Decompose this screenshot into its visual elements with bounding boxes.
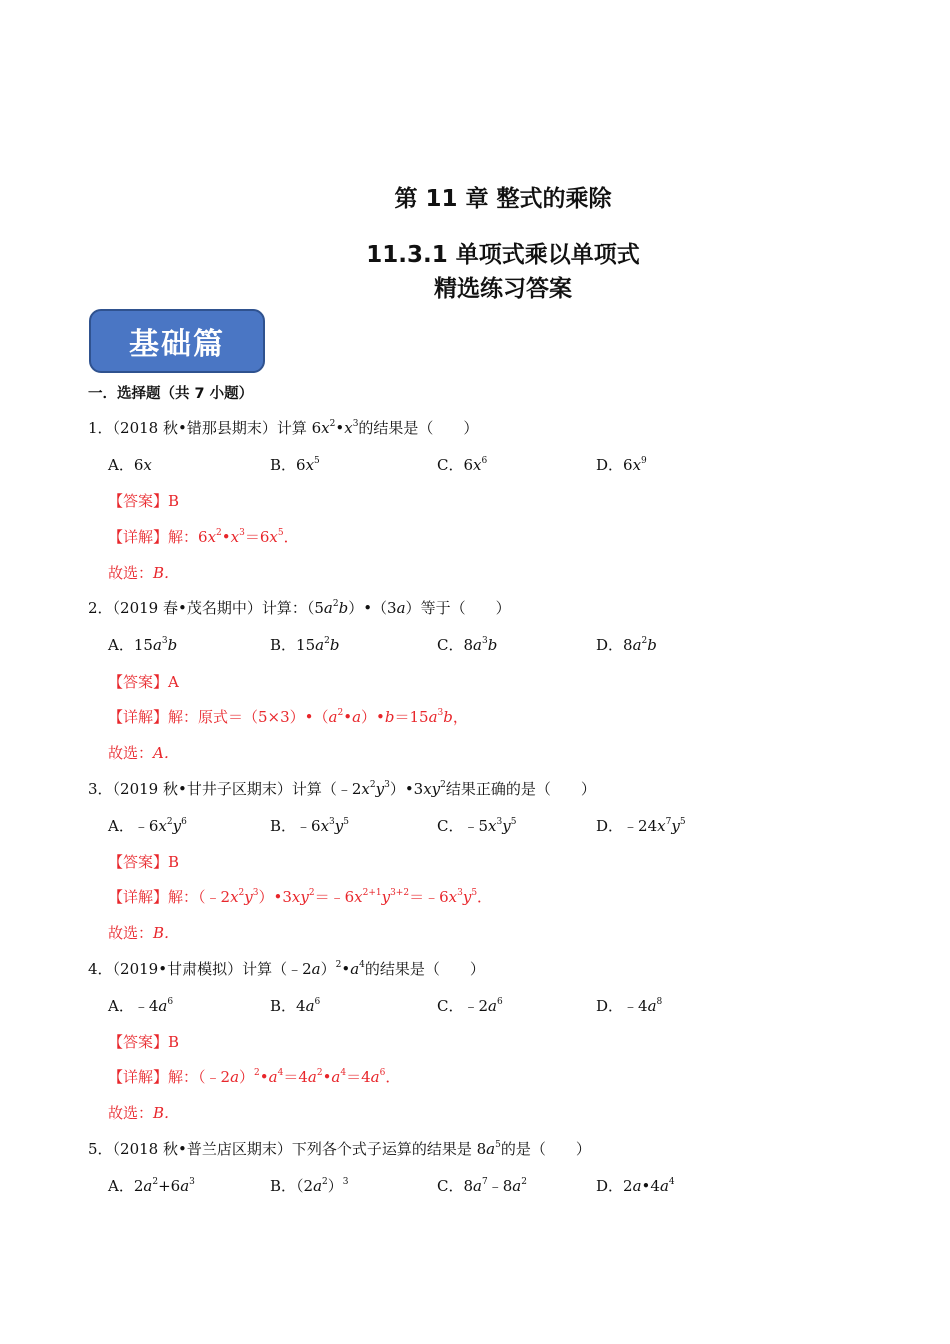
option-d: D．$﹣24x^7y^5$ — [596, 817, 686, 835]
option-c: C．$﹣5x^3y^5$ — [437, 817, 517, 835]
question-tail: 结果正确的是（ ） — [445, 780, 596, 798]
option-a: A．$2a^2+6a^3$ — [108, 1177, 195, 1195]
question-5: 5．（2018 秋•普兰店区期末）下列各个式子运算的结果是 $8a^5$的是（ ） — [88, 1140, 591, 1158]
question-source: （2018 秋•错那县期末）计算 — [112, 419, 307, 437]
option-b: B．$6x^5$ — [270, 456, 320, 474]
question-number: 3． — [88, 780, 113, 798]
detail-line: 【详解】解：$6x^2•x^3=6x^5$． — [108, 528, 299, 546]
section-heading: 一．选择题（共 7 小题） — [88, 386, 254, 402]
conclusion-line: 故选：B． — [108, 1104, 180, 1122]
option-d: D．$6x^9$ — [596, 456, 647, 474]
option-c: C．$6x^6$ — [437, 456, 488, 474]
conclusion-line: 故选：A． — [108, 744, 179, 762]
subtitle: 精选练习答案 — [434, 276, 572, 302]
option-d: D．$﹣4a^8$ — [596, 997, 663, 1015]
option-b: B．$(2a^2)^3$ — [270, 1177, 349, 1195]
option-a: A．$15a^3b$ — [108, 636, 178, 654]
option-d: D．$8a^2b$ — [596, 636, 657, 654]
option-c: C．$﹣2a^6$ — [437, 997, 503, 1015]
question-tail: 的结果是（ ） — [358, 419, 479, 437]
question-2: 2．（2019 春•茂名期中）计算：$(5a^2b)•(3a)$等于（ ） — [88, 599, 511, 617]
option-b: B．$15a^2b$ — [270, 636, 340, 654]
answer-line: 【答案】B — [108, 1033, 180, 1051]
question-source: （2019•甘肃模拟）计算（﹣2 — [112, 960, 312, 978]
question-tail: 等于（ ） — [420, 599, 511, 617]
detail-line: 【详解】解：$(﹣2a)^2•a^4=4a^2•a^4=4a^6$． — [108, 1068, 401, 1086]
question-3: 3．（2019 秋•甘井子区期末）计算$(﹣2x^2y^3)•3xy^2$结果正确的是（ ） — [88, 780, 596, 798]
conclusion-line: 故选：B． — [108, 564, 180, 582]
answer-line: 【答案】B — [108, 492, 180, 510]
question-number: 4． — [88, 960, 113, 978]
option-d: D．$2a•4a^4$ — [596, 1177, 675, 1195]
question-4: 4．（2019•甘肃模拟）计算$(﹣2a)^2•a^4$的结果是（ ） — [88, 960, 485, 978]
option-b: B．$﹣6x^3y^5$ — [270, 817, 349, 835]
option-a: A．6x — [108, 456, 152, 474]
question-tail: 的是（ ） — [500, 1140, 591, 1158]
question-source: （2019 秋•甘井子区期末）计算（﹣2 — [112, 780, 362, 798]
answer-line: 【答案】A — [108, 673, 179, 691]
question-number: 2． — [88, 599, 113, 617]
conclusion-line: 故选：B． — [108, 924, 180, 942]
answer-line: 【答案】B — [108, 853, 180, 871]
option-c: C．$8a^3b$ — [437, 636, 498, 654]
option-a: A．$﹣6x^2y^6$ — [108, 817, 187, 835]
option-b: B．$4a^6$ — [270, 997, 321, 1015]
question-source: （2019 春•茂名期中）计算： — [112, 599, 307, 617]
question-tail: 的结果是（ ） — [364, 960, 485, 978]
option-a: A．$﹣4a^6$ — [108, 997, 174, 1015]
question-source: （2018 秋•普兰店区期末）下列各个式子运算的结果是 8 — [112, 1140, 487, 1158]
detail-line: 【详解】解：原式$=(5\times 3)•(a^2•a)•b=15a^3b$， — [108, 708, 468, 726]
chapter-title: 第 11 章 整式的乘除 — [394, 186, 612, 212]
level-badge: 基础篇 — [89, 309, 265, 373]
detail-line: 【详解】解：$(﹣2x^2y^3)•3xy^2=﹣6x^{2+1}y^{3+2}=﹣6x^3y^5$． — [108, 888, 493, 906]
option-c: C．$8a^7﹣8a^2$ — [437, 1177, 527, 1195]
lesson-title: 11.3.1 单项式乘以单项式 — [366, 242, 640, 268]
question-number: 1． — [88, 419, 113, 437]
question-1: 1．（2018 秋•错那县期末）计算 $6x^2•x^3$的结果是（ ） — [88, 419, 479, 437]
question-number: 5． — [88, 1140, 113, 1158]
